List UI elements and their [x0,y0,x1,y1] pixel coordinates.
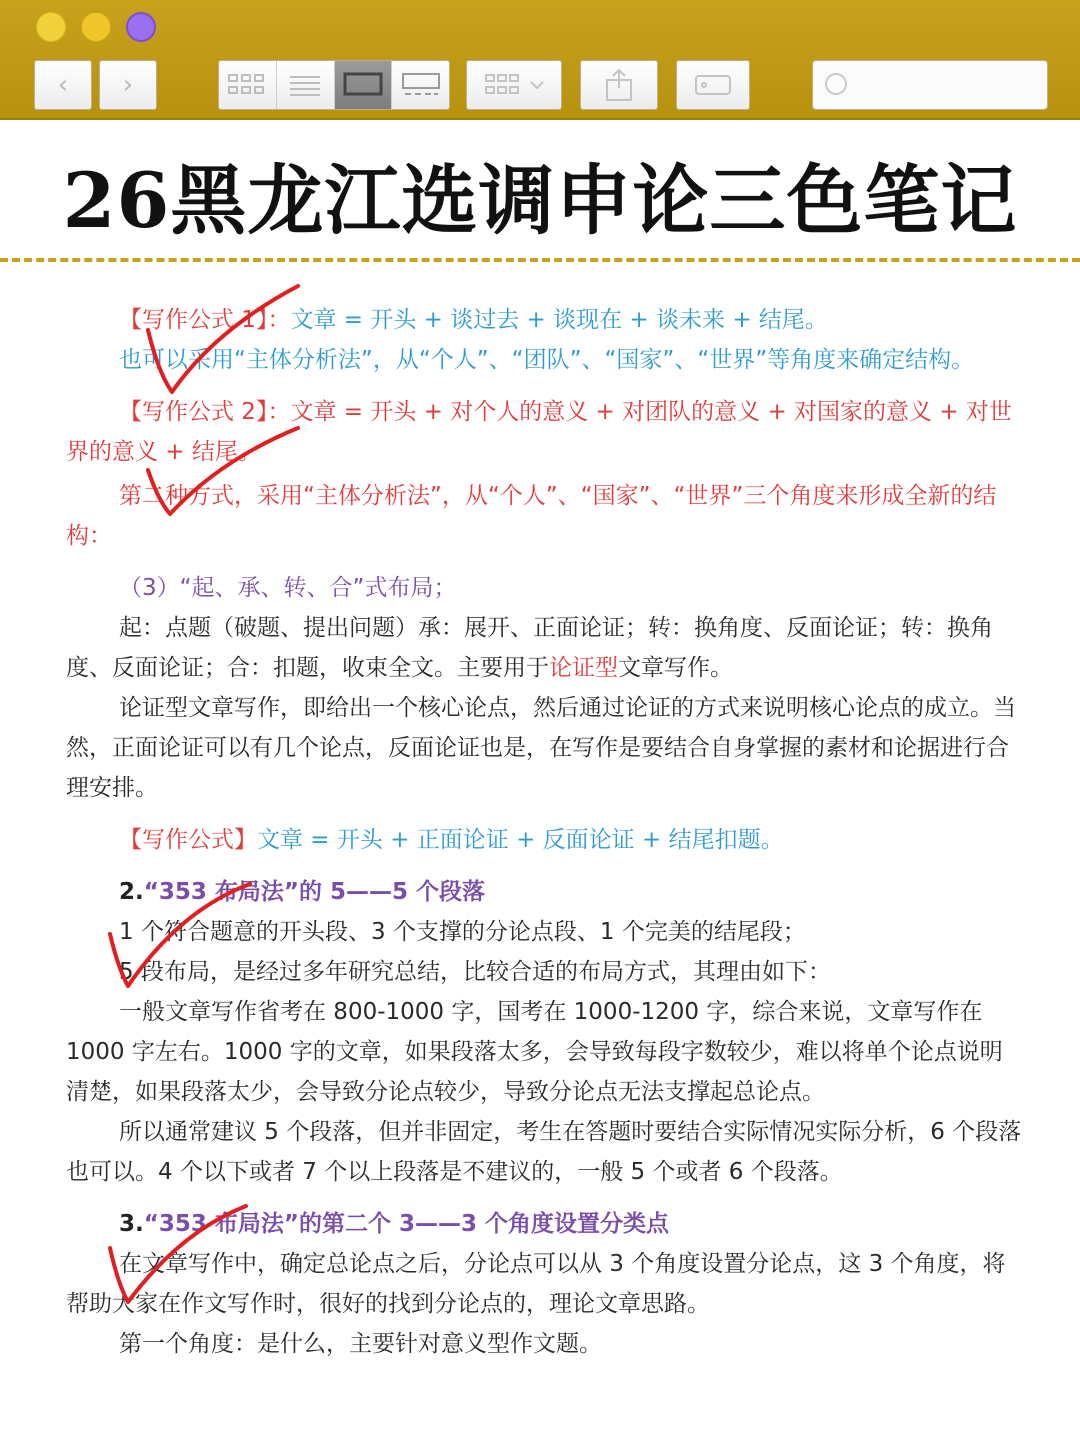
group-button[interactable] [466,60,562,110]
heading-2-paragraph-2: 5 段布局，是经过多年研究总结，比较合适的布局方式，其理由如下： [119,959,831,985]
heading-2-paragraph-1: 1 个符合题意的开头段、3 个支撑的分论点段、1 个完美的结尾段； [119,919,806,945]
gallery-view-button[interactable] [392,61,449,109]
formula-2 [66,392,1024,472]
search-icon [825,73,847,95]
section-3-p1-highlight: 论证型 [549,655,618,681]
heading-3-paragraph-2: 第一个角度：是什么，主要针对意义型作文题。 [119,1331,602,1357]
spacer [66,1192,1024,1204]
dashed-divider [0,258,1080,262]
formula-1-tag: 【写作公式 1】： [119,307,291,333]
list-view-button[interactable] [277,61,335,109]
formula-3-tag: 【写作公式】 [119,827,257,853]
formula-2-tag: 【写作公式 2】： [119,399,291,425]
section-3-heading: （3）“起、承、转、合”式布局； [119,575,457,601]
section-3-p1-text: 起：点题（破题、提出问题）承：展开、正面论证；转：换角度、反面论证；转：换角度、反面论证；合：扣题，收束全文。主要用于 [66,615,993,681]
zoom-window-button[interactable] [126,12,156,42]
close-window-button[interactable] [36,12,66,42]
section-3-p1-end: 文章写作。 [618,655,733,681]
column-view-button[interactable] [335,61,393,109]
spacer [66,808,1024,820]
heading-2-paragraph-4: 所以通常建议 5 个段落，但并非固定，考生在答题时要结合实际情况实际分析，6 个段落也可以。4 个以下或者 7 个以上段落是不建议的，一般 5 个或者 6 个段落。 [66,1119,1022,1185]
search-field[interactable] [812,60,1048,110]
back-button[interactable] [34,60,92,110]
spacer [66,860,1024,872]
section-3-paragraph-1 [66,608,1024,688]
heading-3-text: “353 布局法”的第二个 3——3 个角度设置分类点 [143,1211,670,1237]
forward-button[interactable] [99,60,157,110]
heading-2-number: 2. [119,879,144,905]
forward-icon: › [122,70,134,100]
formula-3-body: 文章 = 开头 + 正面论证 + 反面论证 + 结尾扣题。 [257,827,784,853]
heading-3 [66,1204,1024,1244]
back-icon: ‹ [57,70,69,100]
icon-view-button[interactable] [219,61,277,109]
notes-document [66,300,1024,1364]
share-icon [604,68,634,102]
formula-2-body: 文章 = 开头 + 对个人的意义 + 对团队的意义 + 对国家的意义 + 对世界的意义 + 结尾。 [66,399,1012,465]
page-title: 26黑龙江选调申论三色笔记 [62,156,1018,245]
formula-1 [66,300,1024,340]
gallery-view-icon [401,72,441,98]
list-view-icon [288,73,322,97]
view-mode-segmented-control [218,60,450,110]
column-view-icon [343,72,383,98]
formula-1-body: 文章 = 开头 + 谈过去 + 谈现在 + 谈未来 + 结尾。 [290,307,828,333]
spacer [66,556,1024,568]
tag-icon [694,73,732,97]
heading-2-paragraph-3: 一般文章写作省考在 800-1000 字，国考在 1000-1200 字，综合来说，文章写作在 1000 字左右。1000 字的文章，如果段落太多，会导致每段字数较少，难以将单个论点说明清楚，如果段落太少，会导致分论点较少，导致分论点无法支撑起总论点。 [66,999,1003,1105]
heading-3-number: 3. [119,1211,144,1237]
icon-view-icon [227,73,267,97]
minimize-window-button[interactable] [81,12,111,42]
chevron-down-icon [530,80,544,90]
heading-3-paragraph-1: 在文章写作中，确定总论点之后，分论点可以从 3 个角度设置分论点，这 3 个角度，将帮助大家在作文写作时，很好的找到分论点的，理论文章思路。 [66,1251,1006,1317]
window-toolbar [0,0,1080,120]
section-3-paragraph-2: 论证型文章写作，即给出一个核心论点，然后通过论证的方式来说明核心论点的成立。当然，正面论证可以有几个论点，反面论证也是，在写作是要结合自身掌握的素材和论据进行合理安排。 [66,695,1016,801]
formula-2-note: 第二种方式，采用“主体分析法”，从“个人”、“国家”、“世界”三个角度来形成全新的结构： [66,483,997,549]
search-input[interactable] [857,69,1037,101]
group-icon [484,73,520,97]
share-button[interactable] [580,60,658,110]
spacer [66,380,1024,392]
formula-1-note: 也可以采用“主体分析法”，从“个人”、“团队”、“国家”、“世界”等角度来确定结构。 [119,347,975,373]
formula-3 [66,820,1024,860]
heading-2 [66,872,1024,912]
heading-2-text: “353 布局法”的 5——5 个段落 [143,879,486,905]
tag-button[interactable] [676,60,750,110]
